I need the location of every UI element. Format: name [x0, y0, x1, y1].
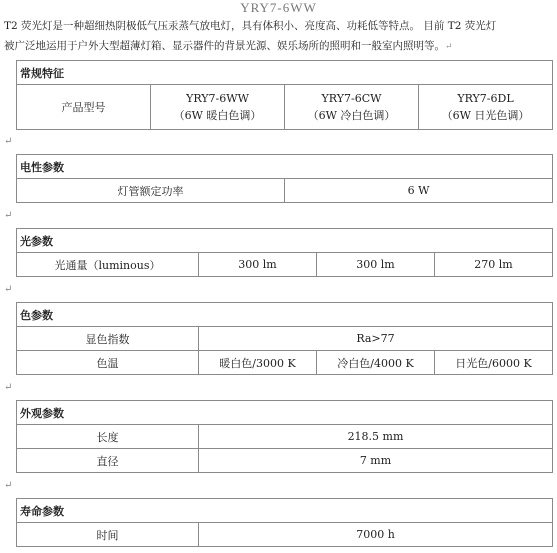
diameter-value: 7 mm [199, 449, 553, 473]
model-name: YRY7-6DL [457, 92, 514, 105]
luminous-value-ww: 300 lm [199, 253, 317, 277]
model-desc: （6W 暖白色调） [173, 109, 262, 122]
model-desc: （6W 日光色调） [441, 109, 530, 122]
appearance-section-title: 外观参数 [17, 401, 553, 425]
luminous-label: 光通量（luminous） [17, 253, 199, 277]
page-title: YRY7-6WW [240, 0, 317, 15]
model-label: 产品型号 [17, 85, 151, 130]
color-temp-dl: 日光色/6000 K [435, 351, 553, 375]
general-section-title: 常规特征 [17, 61, 553, 85]
optical-table [16, 228, 553, 277]
paragraph-mark-icon: ↵ [4, 210, 13, 221]
intro-line-2: 被广泛地运用于户外大型超薄灯箱、显示器件的背景光源、娱乐场所的照明和一般室内照明等。↵ [4, 40, 453, 52]
color-temp-label: 色温 [17, 351, 199, 375]
power-value: 6 W [285, 179, 553, 203]
appearance-table [16, 400, 553, 473]
luminous-value-cw: 300 lm [317, 253, 435, 277]
paragraph-mark-icon: ↵ [445, 42, 453, 52]
paragraph-mark-icon: ↵ [4, 284, 13, 295]
electrical-table [16, 154, 553, 203]
luminous-value-dl: 270 lm [435, 253, 553, 277]
length-value: 218.5 mm [199, 425, 553, 449]
model-name: YRY7-6CW [321, 92, 382, 105]
optical-section-title: 光参数 [17, 229, 553, 253]
cri-value: Ra>77 [199, 327, 553, 351]
paragraph-mark-icon: ↵ [4, 382, 13, 393]
model-desc: （6W 冷白色调） [307, 109, 396, 122]
life-time-label: 时间 [17, 523, 199, 547]
cri-label: 显色指数 [17, 327, 199, 351]
color-section-title: 色参数 [17, 303, 553, 327]
paragraph-mark-icon: ↵ [4, 480, 13, 491]
model-cell-ww [151, 85, 285, 130]
length-label: 长度 [17, 425, 199, 449]
color-temp-ww: 暖白色/3000 K [199, 351, 317, 375]
paragraph-mark-icon: ↵ [4, 136, 13, 147]
life-time-value: 7000 h [199, 523, 553, 547]
intro-line-1: T2 荧光灯是一种超细热阴极低气压汞蒸气放电灯，具有体积小、亮度高、功耗低等特点。 目前 T2 荧光灯 [4, 20, 497, 32]
color-table [16, 302, 553, 375]
model-name: YRY7-6WW [186, 92, 249, 105]
model-cell-cw [285, 85, 419, 130]
diameter-label: 直径 [17, 449, 199, 473]
color-temp-cw: 冷白色/4000 K [317, 351, 435, 375]
general-table [16, 60, 553, 130]
model-cell-dl [419, 85, 553, 130]
life-table [16, 498, 553, 547]
electrical-section-title: 电性参数 [17, 155, 553, 179]
power-label: 灯管额定功率 [17, 179, 285, 203]
life-section-title: 寿命参数 [17, 499, 553, 523]
